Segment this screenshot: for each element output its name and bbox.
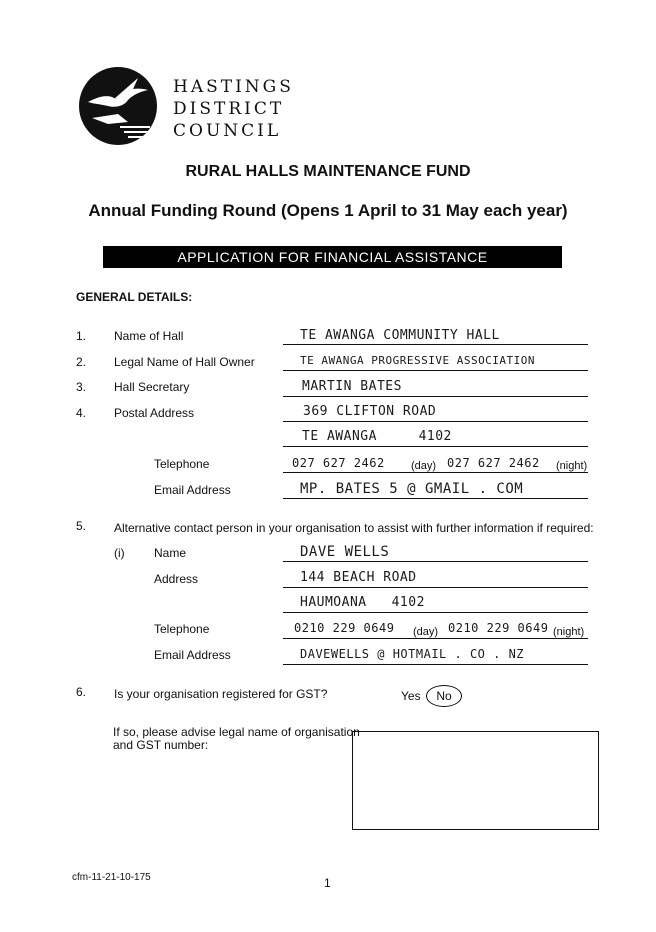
night-suffix: (night) [556,460,588,472]
email-label: Email Address [154,483,231,497]
q5-label: Alternative contact person in your organisation to assist with further information if required: [114,521,594,535]
council-line-2: DISTRICT [173,99,285,119]
alt-name-label: Name [154,546,187,560]
q3-label: Hall Secretary [114,380,190,394]
hall-secretary-value[interactable]: MARTIN BATES [302,379,402,394]
gst-no-option-circled[interactable]: No [426,685,462,707]
alt-telephone-label: Telephone [154,622,210,636]
q4-label: Postal Address [114,406,195,420]
postal-address-line2[interactable]: TE AWANGA 4102 [302,429,452,444]
q3-line [283,396,588,397]
email-value[interactable]: MP. BATES 5 @ GMAIL . COM [300,481,524,497]
q6-label: Is your organisation registered for GST? [114,687,328,701]
telephone-label: Telephone [154,457,210,471]
alt-email-label: Email Address [154,648,231,662]
gst-legal-label-1: If so, please advise legal name of organisation [113,725,360,739]
alt-telephone-line [283,638,588,639]
alt-day-suffix: (day) [413,626,439,638]
alt-night-suffix: (night) [553,626,585,638]
hall-owner-value[interactable]: TE AWANGA PROGRESSIVE ASSOCIATION [300,354,536,367]
form-title: RURAL HALLS MAINTENANCE FUND [185,163,471,180]
council-line-3: COUNCIL [173,121,282,141]
alt-contact-index: (i) [114,546,125,560]
council-line-1: HASTINGS [173,77,294,97]
council-name [173,76,294,142]
council-logo [78,66,158,146]
telephone-line [283,472,588,473]
form-banner: APPLICATION FOR FINANCIAL ASSISTANCE [103,246,562,268]
q4-number: 4. [76,406,87,420]
alt-telephone-day-value[interactable]: 0210 229 0649 [294,621,395,635]
page-number: 1 [324,876,331,890]
alt-telephone-night-value[interactable]: 0210 229 0649 [448,621,549,635]
form-code: cfm-11-21-10-175 [72,872,151,883]
q5-number: 5. [76,519,87,533]
telephone-day-value[interactable]: 027 627 2462 [292,456,385,470]
alt-email-line [283,664,588,665]
q3-number: 3. [76,380,87,394]
q2-line [283,370,588,371]
hall-name-value[interactable]: TE AWANGA COMMUNITY HALL [300,328,500,343]
q1-label: Name of Hall [114,329,184,343]
gst-legal-label-2: and GST number: [113,738,209,752]
q1-number: 1. [76,329,87,343]
email-line [283,498,588,499]
q4-line-2 [283,446,588,447]
q1-line [283,344,588,345]
alt-address-line1[interactable]: 144 BEACH ROAD [300,570,417,585]
alt-address-label: Address [154,572,199,586]
alt-address-line-2 [283,612,588,613]
alt-address-line2[interactable]: HAUMOANA 4102 [300,595,425,610]
alt-name-line [283,561,588,562]
section-heading: GENERAL DETAILS: [76,290,193,304]
gst-yes-option[interactable]: Yes [401,689,421,703]
gst-details-box[interactable] [352,731,599,830]
alt-email-value[interactable]: DAVEWELLS @ HOTMAIL . CO . NZ [300,647,525,661]
day-suffix: (day) [411,460,437,472]
postal-address-line1[interactable]: 369 CLIFTON ROAD [303,404,437,419]
q6-number: 6. [76,685,87,699]
q2-label: Legal Name of Hall Owner [114,355,255,369]
alt-address-line-1 [283,587,588,588]
form-subtitle: Annual Funding Round (Opens 1 April to 31 May each year) [88,201,568,220]
q4-line-1 [283,421,588,422]
q2-number: 2. [76,355,87,369]
telephone-night-value[interactable]: 027 627 2462 [447,456,540,470]
alt-name-value[interactable]: DAVE WELLS [300,544,390,560]
